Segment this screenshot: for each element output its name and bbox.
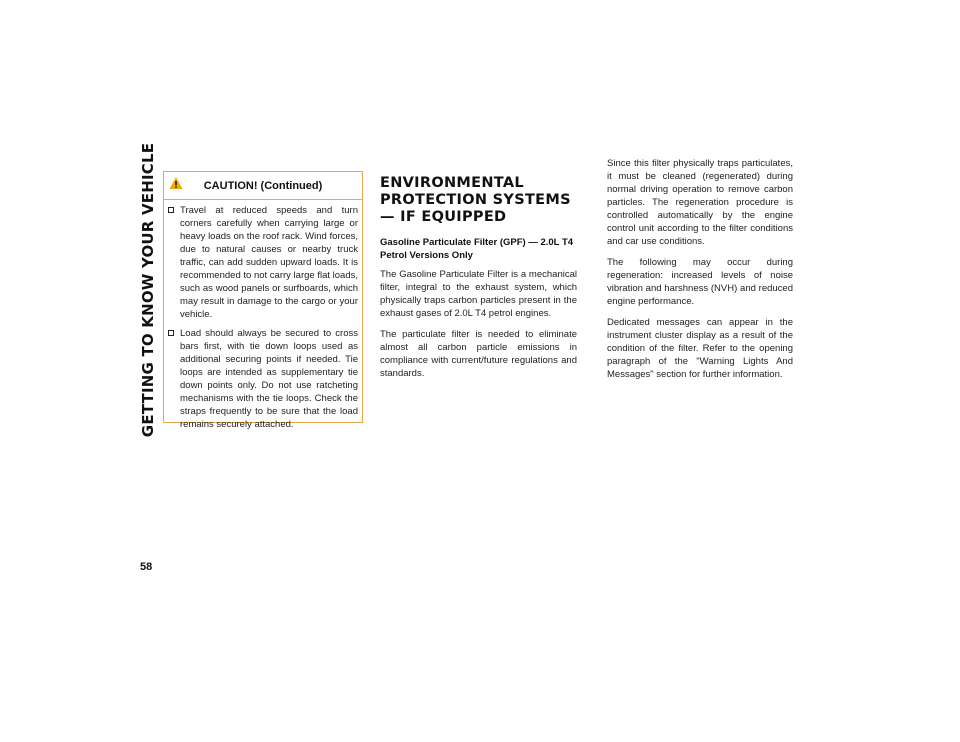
square-bullet-icon (168, 330, 174, 336)
chapter-side-title (138, 142, 158, 438)
caution-item-text: Travel at reduced speeds and turn corners carefully when carrying large or heavy loads on the roof rack. Wind forces, due to natural causes or nearby truck traffic, can add sudden upward loads. It is recommended to not carry large flat loads, such as wood panels or surfboards, which may result in damage to the cargo or your vehicle. (180, 205, 358, 320)
caution-header (164, 172, 362, 200)
body-paragraph: Since this filter physically traps particulates, it must be cleaned (regenerated) during normal driving operation to remove carbon particles. The regeneration procedure is controlled automatically by the engine control unit according to the filter conditions and car use conditions. (607, 158, 793, 247)
caution-item (168, 204, 358, 321)
page-number: 58 (140, 561, 153, 573)
caution-item (168, 327, 358, 431)
body-paragraph: The Gasoline Particulate Filter is a mechanical filter, integral to the exhaust system, which physically traps carbon particles present in the exhaust gases of 2.0L T4 petrol engines. (380, 269, 577, 319)
chapter-side-title-text: GETTING TO KNOW YOUR VEHICLE (139, 142, 157, 438)
section-heading: ENVIRONMENTAL PROTECTION SYSTEMS — IF EQUIPPED (380, 175, 571, 225)
square-bullet-icon (168, 207, 174, 213)
body-paragraph: Dedicated messages can appear in the instrument cluster display as a result of the condition of the filter. Refer to the opening paragraph of the "Warning Lights And Messages" section for further information. (607, 317, 793, 380)
caution-item-text: Load should always be secured to cross bars first, with tie down loops used as additional securing points if needed. Tie loops are intended as supplementary tie down points only. Do not use ratcheting mechanisms with the tie loops. Check the straps frequently to be sure that the load remains securely attached. (180, 328, 358, 430)
caution-title: CAUTION! (Continued) (203, 180, 323, 192)
middle-column (380, 175, 577, 388)
gpf-subheading: Gasoline Particulate Filter (GPF) — 2.0L T4 Petrol Versions Only (380, 237, 574, 261)
caution-list (164, 200, 362, 431)
body-paragraph: The following may occur during regeneration: increased levels of noise vibration and harshness (NVH) and reduced engine performance. (607, 257, 793, 307)
right-column (607, 157, 793, 389)
body-paragraph: The particulate filter is needed to eliminate almost all carbon particle emissions in compliance with current/future regulations and standards. (380, 329, 577, 379)
caution-box (163, 171, 363, 430)
